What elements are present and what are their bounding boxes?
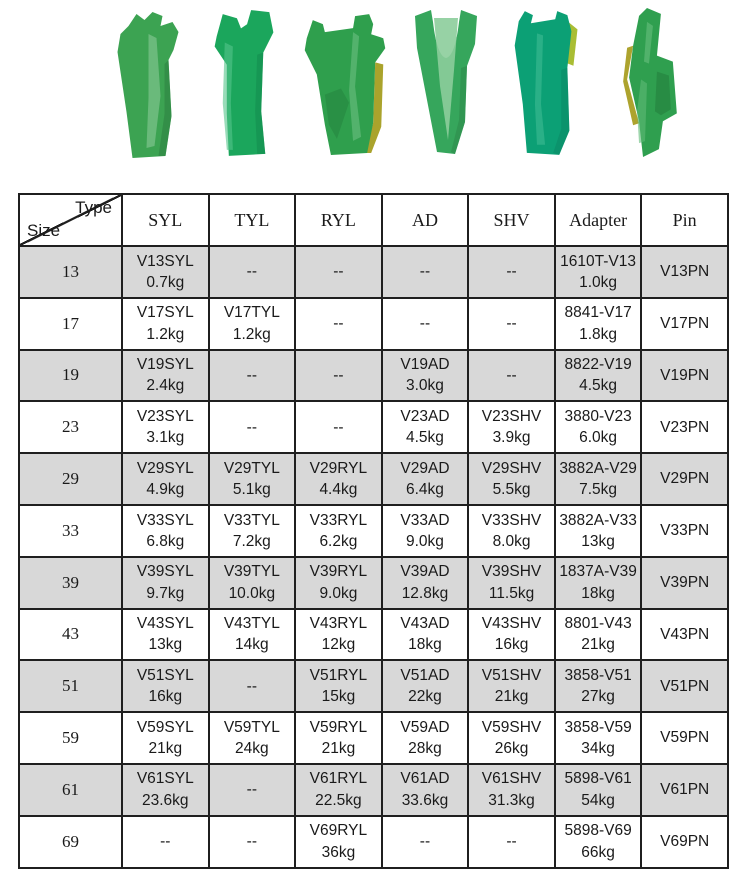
cell-line: 1.2kg [232, 325, 271, 343]
size-cell: 23 [19, 401, 122, 453]
part-cell [641, 764, 728, 816]
part-cell [295, 298, 382, 350]
product-image-strip [0, 0, 747, 188]
part-cell [382, 246, 469, 298]
cell-line: 6.0kg [579, 429, 618, 447]
product-image-tooth-1 [101, 4, 196, 162]
part-cell [382, 660, 469, 712]
part-cell [555, 816, 642, 868]
cell-line: V51AD [400, 666, 450, 684]
table-row [19, 609, 728, 661]
column-header-ad: AD [382, 194, 469, 246]
cell-line: V61SYL [136, 770, 194, 788]
cell-line: -- [246, 781, 257, 799]
cell-line: V51SYL [136, 666, 194, 684]
cell-line: 18kg [581, 584, 615, 602]
part-cell [295, 660, 382, 712]
part-cell [382, 453, 469, 505]
cell-line: V39RYL [309, 563, 368, 581]
cell-line: 21kg [581, 636, 615, 654]
cell-line: 5.5kg [492, 481, 531, 499]
cell-line: 3882A-V29 [559, 459, 637, 477]
size-cell: 19 [19, 350, 122, 402]
cell-line: 16kg [148, 688, 183, 706]
cell-line: V17SYL [136, 304, 194, 322]
part-cell [555, 298, 642, 350]
cell-line: 7.2kg [232, 532, 271, 550]
cell-line: 66kg [581, 843, 615, 861]
cell-line: 4.4kg [319, 481, 358, 499]
column-header-pin: Pin [641, 194, 728, 246]
cell-line: 21kg [321, 740, 356, 758]
tooth-tyl-icon [202, 2, 284, 164]
cell-line: V39TYL [223, 563, 280, 581]
product-image-tooth-2 [202, 2, 284, 164]
cell-line: V51RYL [309, 666, 368, 684]
part-cell [468, 453, 555, 505]
cell-line: -- [419, 263, 431, 281]
part-cell [122, 816, 209, 868]
part-cell [555, 505, 642, 557]
size-cell: 33 [19, 505, 122, 557]
part-cell [295, 505, 382, 557]
part-cell [555, 246, 642, 298]
cell-line: V39SHV [481, 563, 542, 581]
part-cell [382, 712, 469, 764]
cell-line: 28kg [408, 740, 442, 758]
part-cell [555, 557, 642, 609]
part-cell [382, 505, 469, 557]
cell-line: 3882A-V33 [559, 511, 637, 529]
cell-line: 12.8kg [401, 584, 449, 602]
cell-line: 1.0kg [579, 273, 618, 291]
size-cell: 39 [19, 557, 122, 609]
part-cell [468, 712, 555, 764]
part-cell [641, 246, 728, 298]
cell-line: 3858-V59 [564, 718, 632, 736]
part-cell [641, 298, 728, 350]
part-cell [555, 401, 642, 453]
part-cell [555, 712, 642, 764]
part-cell [382, 764, 469, 816]
part-cell [468, 764, 555, 816]
cell-line: -- [246, 263, 257, 281]
cell-line: V29PN [660, 470, 710, 488]
cell-line: 34kg [581, 740, 615, 758]
cell-line: 33.6kg [401, 791, 449, 809]
part-cell [641, 401, 728, 453]
part-cell [295, 350, 382, 402]
cell-line: 15kg [321, 688, 356, 706]
cell-line: V51SHV [481, 666, 542, 684]
part-cell [468, 350, 555, 402]
cell-line: 8841-V17 [564, 304, 632, 322]
cell-line: V33TYL [223, 511, 280, 529]
cell-line: V69PN [660, 832, 710, 850]
part-cell [295, 453, 382, 505]
table-row [19, 712, 728, 764]
part-cell [641, 505, 728, 557]
product-image-tooth-5 [496, 3, 582, 163]
table-row [19, 246, 728, 298]
cell-line: V43TYL [223, 615, 280, 633]
table-row [19, 557, 728, 609]
cell-line: V17PN [660, 315, 710, 332]
cell-line: 3.1kg [146, 429, 185, 447]
cell-line: 10.0kg [228, 584, 276, 602]
table-row [19, 298, 728, 350]
part-cell [382, 401, 469, 453]
cell-line: V59RYL [309, 718, 368, 736]
part-cell [468, 660, 555, 712]
part-cell [641, 660, 728, 712]
part-cell [468, 816, 555, 868]
cell-line: V39PN [660, 573, 710, 591]
parts-table-body [19, 194, 728, 868]
part-cell [555, 350, 642, 402]
cell-line: 3.9kg [492, 429, 531, 447]
part-cell [468, 298, 555, 350]
cell-line: 1.8kg [579, 325, 618, 343]
cell-line: 21kg [148, 740, 183, 758]
cell-line: V59AD [400, 718, 450, 736]
cell-line: V39SYL [136, 563, 194, 581]
product-image-adapter [598, 2, 695, 166]
cell-line: V33RYL [309, 511, 368, 529]
cell-line: 1610T-V13 [560, 252, 637, 270]
cell-line: 13kg [581, 532, 615, 550]
cell-line: V59TYL [223, 718, 280, 736]
part-cell [295, 712, 382, 764]
cell-line: -- [506, 832, 517, 850]
corner-header-cell [19, 194, 122, 246]
cell-line: V19SYL [136, 356, 194, 374]
cell-line: V13PN [660, 263, 710, 281]
cell-line: 4.5kg [579, 377, 618, 395]
part-cell [295, 246, 382, 298]
part-cell [209, 557, 296, 609]
cell-line: 3858-V51 [564, 666, 632, 684]
cell-line: 22kg [408, 688, 442, 706]
cell-line: 21kg [494, 688, 529, 706]
cell-line: V17TYL [223, 304, 280, 322]
cell-line: V43PN [660, 625, 710, 643]
part-cell [295, 609, 382, 661]
part-cell [382, 816, 469, 868]
cell-line: V61RYL [309, 770, 368, 788]
cell-line: 5898-V69 [564, 822, 632, 840]
cell-line: 6.8kg [146, 532, 185, 550]
table-row [19, 764, 728, 816]
cell-line: -- [246, 366, 257, 384]
size-cell: 13 [19, 246, 122, 298]
cell-line: 16kg [494, 636, 529, 654]
cell-line: -- [246, 418, 257, 436]
part-cell [122, 401, 209, 453]
cell-line: 4.5kg [406, 429, 444, 447]
cell-line: V59SYL [136, 718, 194, 736]
cell-line: V23AD [400, 407, 450, 425]
column-header-adapter: Adapter [555, 194, 642, 246]
parts-table [18, 193, 729, 869]
part-cell [209, 660, 296, 712]
column-header-tyl: TYL [209, 194, 296, 246]
part-cell [382, 609, 469, 661]
cell-line: 18kg [408, 636, 442, 654]
part-cell [209, 350, 296, 402]
cell-line: -- [506, 366, 517, 384]
size-cell: 61 [19, 764, 122, 816]
cell-line: 6.4kg [406, 481, 444, 499]
part-cell [122, 712, 209, 764]
cell-line: -- [419, 315, 431, 332]
part-cell [468, 557, 555, 609]
cell-line: V51PN [660, 677, 710, 695]
cell-line: V43AD [400, 615, 450, 633]
size-cell: 43 [19, 609, 122, 661]
cell-line: 9.0kg [406, 532, 444, 550]
part-cell [209, 246, 296, 298]
cell-line: 31.3kg [488, 791, 535, 809]
cell-line: 9.0kg [319, 584, 358, 602]
size-cell: 29 [19, 453, 122, 505]
cell-line: -- [419, 832, 431, 850]
cell-line: V33SHV [481, 511, 542, 529]
part-cell [641, 609, 728, 661]
cell-line: V23SHV [481, 407, 542, 425]
cell-line: V23PN [660, 418, 710, 436]
cell-line: 8.0kg [492, 532, 531, 550]
cell-line: V29TYL [223, 459, 280, 477]
cell-line: V29AD [400, 459, 450, 477]
cell-line: 11.5kg [488, 584, 535, 602]
part-cell [641, 557, 728, 609]
cell-line: -- [506, 263, 517, 281]
cell-line: -- [333, 418, 344, 436]
column-header-syl: SYL [122, 194, 209, 246]
cell-line: 14kg [235, 636, 269, 654]
part-cell [382, 557, 469, 609]
cell-line: V33AD [400, 511, 450, 529]
part-cell [209, 505, 296, 557]
cell-line: 8801-V43 [564, 615, 632, 633]
cell-line: 3.0kg [406, 377, 444, 395]
cell-line: V29RYL [309, 459, 368, 477]
size-cell: 69 [19, 816, 122, 868]
cell-line: V61SHV [481, 770, 542, 788]
size-cell: 59 [19, 712, 122, 764]
part-cell [555, 609, 642, 661]
header-row [19, 194, 728, 246]
part-cell [209, 401, 296, 453]
tooth-syl-icon [101, 4, 196, 162]
part-cell [209, 764, 296, 816]
part-cell [641, 453, 728, 505]
part-cell [209, 298, 296, 350]
table-row [19, 401, 728, 453]
part-cell [122, 298, 209, 350]
cell-line: 1837A-V39 [559, 563, 637, 581]
cell-line: -- [160, 832, 171, 850]
cell-line: 24kg [235, 740, 269, 758]
part-cell [382, 298, 469, 350]
cell-line: 23.6kg [142, 791, 189, 809]
tooth-shv-icon [496, 3, 582, 163]
part-cell [641, 816, 728, 868]
part-cell [122, 609, 209, 661]
part-cell [122, 764, 209, 816]
cell-line: -- [246, 677, 257, 695]
part-cell [122, 660, 209, 712]
product-image-tooth-4 [406, 4, 486, 162]
cell-line: V23SYL [136, 407, 194, 425]
part-cell [122, 557, 209, 609]
tooth-ryl-icon [296, 4, 393, 160]
cell-line: V61PN [660, 781, 710, 799]
cell-line: 0.7kg [146, 273, 185, 291]
table-row [19, 505, 728, 557]
part-cell [641, 350, 728, 402]
part-cell [122, 246, 209, 298]
part-cell [209, 453, 296, 505]
table-row [19, 453, 728, 505]
table-row [19, 660, 728, 712]
cell-line: 12kg [321, 636, 356, 654]
cell-line: 1.2kg [146, 325, 185, 343]
part-cell [209, 609, 296, 661]
cell-line: 2.4kg [146, 377, 185, 395]
cell-line: -- [333, 315, 344, 332]
cell-line: V19PN [660, 366, 710, 384]
cell-line: V29SHV [481, 459, 542, 477]
part-cell [468, 505, 555, 557]
cell-line: -- [506, 315, 517, 332]
cell-line: V29SYL [136, 459, 194, 477]
part-cell [468, 609, 555, 661]
part-cell [209, 712, 296, 764]
cell-line: V13SYL [136, 252, 194, 270]
part-cell [295, 816, 382, 868]
cell-line: 9.7kg [146, 584, 185, 602]
cell-line: V43SYL [136, 615, 194, 633]
cell-line: 13kg [148, 636, 183, 654]
part-cell [295, 401, 382, 453]
tooth-ad-icon [406, 4, 486, 162]
part-cell [122, 453, 209, 505]
cell-line: 4.9kg [146, 481, 185, 499]
part-cell [468, 246, 555, 298]
cell-line: V59PN [660, 729, 710, 747]
product-image-tooth-3 [296, 4, 393, 160]
cell-line: 54kg [581, 791, 615, 809]
cell-line: 26kg [494, 740, 529, 758]
part-cell [122, 505, 209, 557]
part-cell [641, 712, 728, 764]
part-cell [295, 764, 382, 816]
corner-size-label: Size [27, 221, 61, 240]
cell-line: V33PN [660, 522, 710, 540]
cell-line: V61AD [400, 770, 450, 788]
column-header-ryl: RYL [295, 194, 382, 246]
cell-line: -- [333, 366, 344, 384]
cell-line: V69RYL [309, 822, 368, 840]
size-cell: 51 [19, 660, 122, 712]
cell-line: -- [246, 832, 257, 850]
cell-line: 3880-V23 [564, 407, 632, 425]
column-header-shv: SHV [468, 194, 555, 246]
size-cell: 17 [19, 298, 122, 350]
part-cell [122, 350, 209, 402]
part-cell [555, 660, 642, 712]
cell-line: 7.5kg [579, 481, 618, 499]
table-row [19, 350, 728, 402]
cell-line: 27kg [581, 688, 615, 706]
cell-line: 8822-V19 [564, 356, 632, 374]
adapter-icon [598, 2, 695, 166]
cell-line: 22.5kg [315, 791, 362, 809]
part-cell [209, 816, 296, 868]
cell-line: V19AD [400, 356, 450, 374]
corner-type-label: Type [75, 198, 112, 217]
cell-line: -- [333, 263, 344, 281]
cell-line: V43RYL [309, 615, 368, 633]
cell-line: 36kg [321, 843, 356, 861]
cell-line: 5898-V61 [564, 770, 632, 788]
part-cell [555, 764, 642, 816]
cell-line: 5.1kg [232, 481, 271, 499]
part-cell [468, 401, 555, 453]
cell-line: V43SHV [481, 615, 542, 633]
cell-line: 6.2kg [319, 532, 358, 550]
part-cell [555, 453, 642, 505]
cell-line: V39AD [400, 563, 450, 581]
cell-line: V59SHV [481, 718, 542, 736]
part-cell [295, 557, 382, 609]
cell-line: V33SYL [136, 511, 194, 529]
part-cell [382, 350, 469, 402]
table-row [19, 816, 728, 868]
